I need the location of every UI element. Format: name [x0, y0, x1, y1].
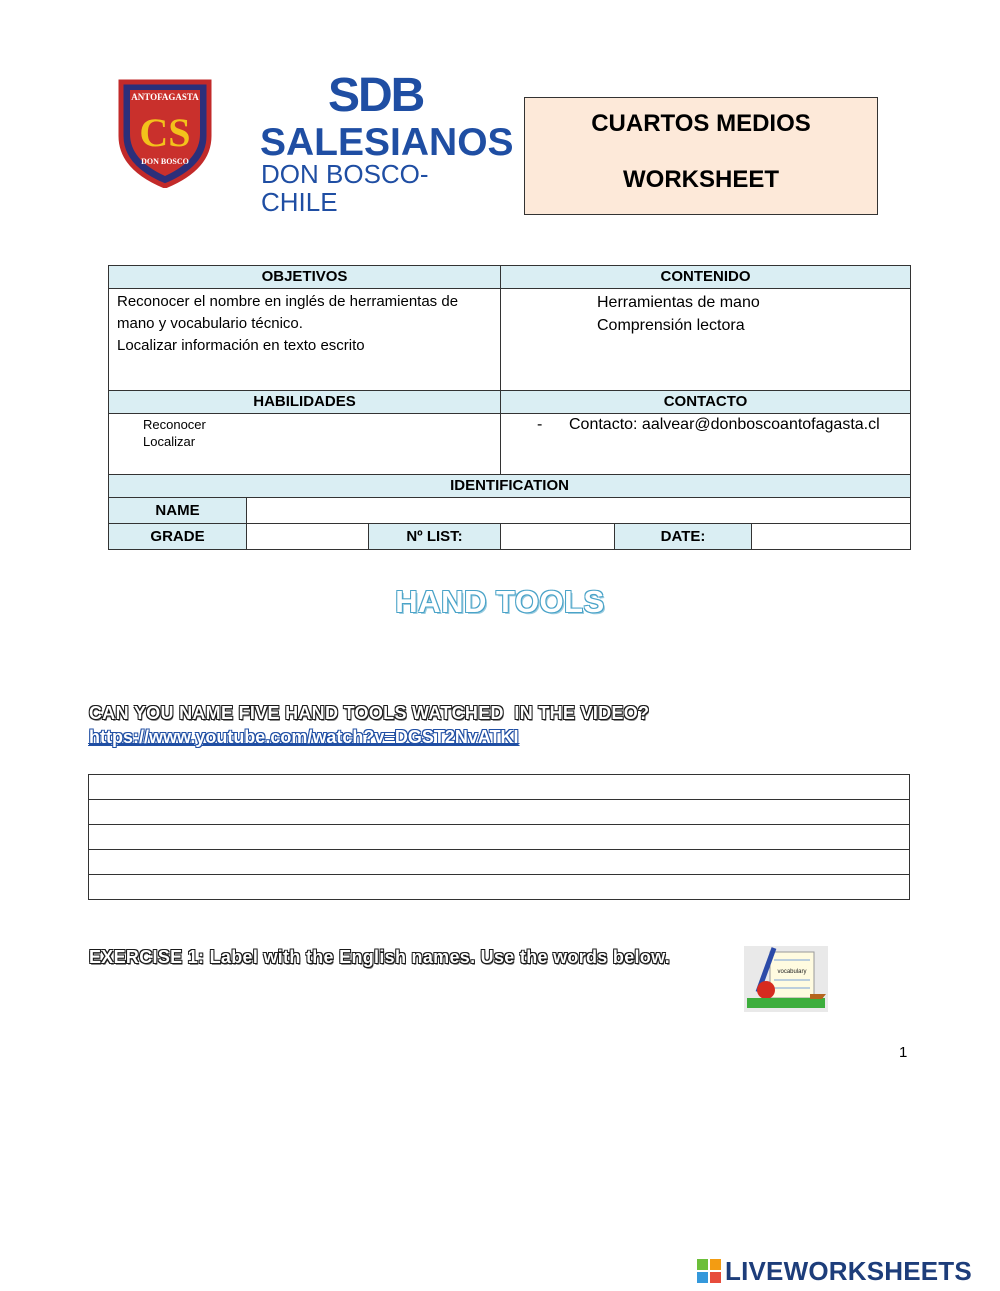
date-label: DATE:: [615, 524, 752, 550]
info-table: [108, 265, 911, 550]
hand-tools-heading: HAND TOOLS: [395, 584, 605, 619]
objetivos-header: OBJETIVOS: [109, 266, 501, 289]
sdb-mark: SDB: [328, 69, 424, 122]
grade-label: GRADE: [109, 524, 247, 550]
habilidades-cell: [109, 414, 501, 475]
answer-line[interactable]: [89, 850, 910, 875]
school-shield-logo: [117, 76, 213, 188]
identification-header: IDENTIFICATION: [109, 475, 911, 498]
grade-field[interactable]: [247, 524, 369, 550]
name-field[interactable]: [247, 498, 911, 524]
exercise-1-instruction: EXERCISE 1: Label with the English names. Use the words below.: [89, 947, 671, 967]
liveworksheets-text: LIVEWORKSHEETS: [725, 1256, 972, 1286]
contenido-cell: [501, 289, 911, 391]
answer-line[interactable]: [89, 825, 910, 850]
habilidades-header: HABILIDADES: [109, 391, 501, 414]
contacto-email: - Contacto: aalvear@donboscoantofagasta.cl: [537, 416, 880, 433]
objetivo-2: Localizar información en texto escrito: [117, 337, 365, 354]
contacto-header: CONTACTO: [501, 391, 911, 414]
shield-bottom-text: DON BOSCO: [141, 157, 189, 166]
answer-line[interactable]: [89, 800, 910, 825]
contenido-header: CONTENIDO: [501, 266, 911, 289]
habilidad-1: Reconocer: [143, 417, 206, 432]
page-number: 1: [899, 1044, 908, 1061]
answer-line[interactable]: [89, 775, 910, 800]
answer-lines: [88, 774, 910, 900]
objetivo-1: Reconocer el nombre en inglés de herramientas de mano y vocabulario técnico.: [117, 293, 459, 332]
worksheet-title-box: [524, 97, 878, 215]
objetivos-cell: [109, 289, 501, 391]
title-course: CUARTOS MEDIOS: [591, 110, 811, 137]
salesianos-logo: [258, 69, 514, 217]
date-field[interactable]: [752, 524, 911, 550]
title-worksheet: WORKSHEET: [623, 166, 779, 193]
video-link[interactable]: https://www.youtube.com/watch?v=DGST2NvATKI: [89, 727, 519, 747]
vocab-image-label: vocabulary: [777, 969, 807, 975]
liveworksheets-icon: [697, 1259, 721, 1283]
list-label: Nº LIST:: [369, 524, 501, 550]
sdb-subtitle: DON BOSCO-CHILE: [261, 159, 429, 217]
contenido-2: Comprensión lectora: [597, 317, 745, 334]
sdb-name: SALESIANOS: [260, 121, 514, 164]
contacto-cell: [501, 414, 911, 475]
vocabulary-clipart: [744, 946, 828, 1012]
shield-initials: CS: [139, 110, 191, 155]
list-field[interactable]: [501, 524, 615, 550]
video-question: CAN YOU NAME FIVE HAND TOOLS WATCHED IN THE VIDEO?: [89, 703, 650, 723]
shield-top-text: ANTOFAGASTA: [131, 92, 199, 102]
answer-line[interactable]: [89, 875, 910, 900]
name-label: NAME: [109, 498, 247, 524]
habilidad-2: Localizar: [143, 434, 196, 449]
liveworksheets-logo[interactable]: [697, 1256, 997, 1286]
contenido-1: Herramientas de mano: [597, 294, 760, 311]
